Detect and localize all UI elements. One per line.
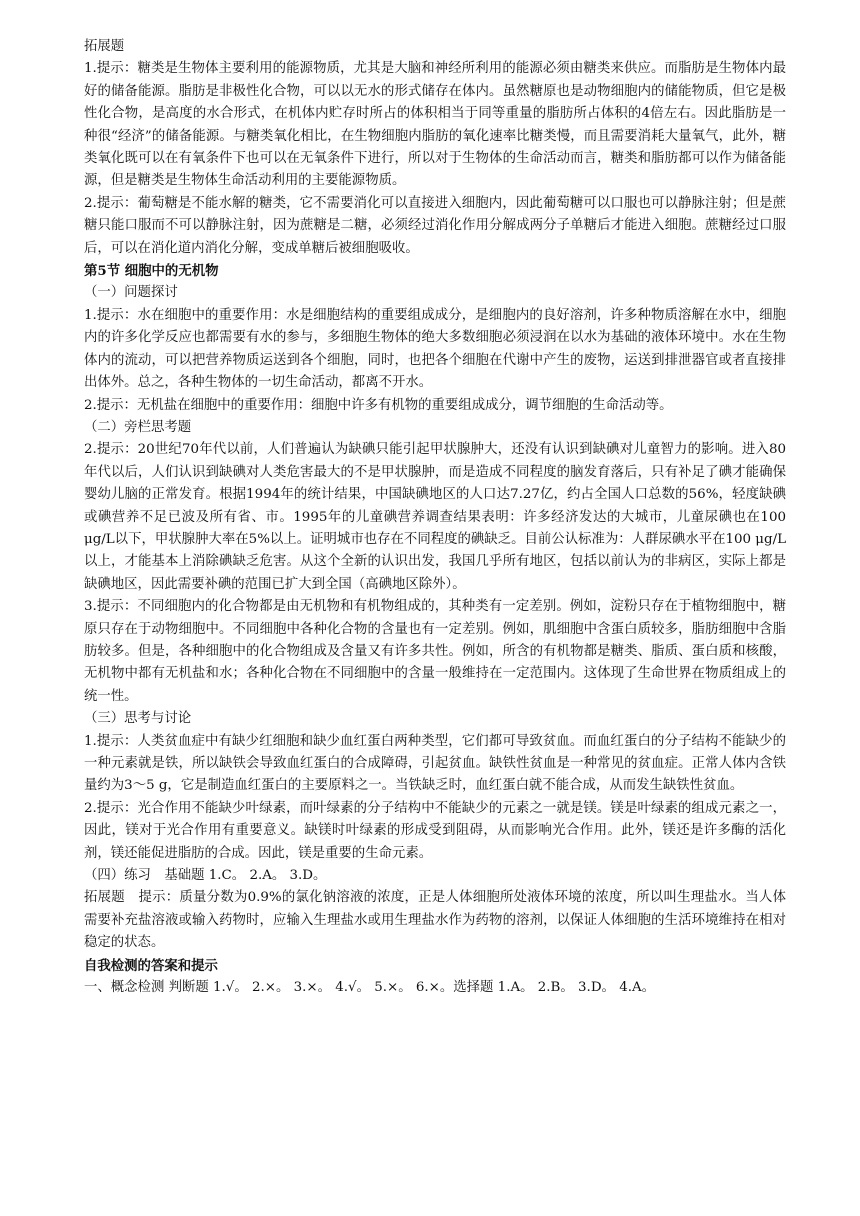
extension-heading: 拓展题 <box>84 39 125 54</box>
sidebar-answer-2: 2.提示：20世纪70年代以前，人们普遍认为缺碘只能引起甲状腺肿大，还没有认识到缺碘对儿童智力的影响。进入80年代以后，人们认识到缺碘对人类危害最大的不是甲状腺肿，而是造成不同程度的脑发育落后，只有补足了碘才能确保婴幼儿脑的正常发育。根据1994年的统计结果，中国缺碘地区的人口达7.27亿，约占全国人口总数的56%，轻度缺碘或碘营养不足已波及所有省、市。1995年的儿童碘营养调查结果表明：许多经济发达的大城市，儿童尿碘也在100 μg/L以下，甲状腺肿大率在5%以上。证明城市也存在不同程度的碘缺乏。目前公认标准为：人群尿碘水平在100 μg/L以上，才能基本上消除碘缺乏危害。从这个全新的认识出发，我国几乎所有地区，包括以前认为的非病区，实际上都是缺碘地区，因此需要补碘的范围已扩大到全国（高碘地区除外）。 <box>84 442 786 592</box>
section-title: 第5节 细胞中的无机物 <box>84 263 219 280</box>
self-check-heading: 自我检测的答案和提示 <box>84 957 218 974</box>
sidebar-answer-3: 3.提示：不同细胞内的化合物都是由无机物和有机物组成的，其种类有一定差别。例如，淀粉只存在于植物细胞中，糖原只存在于动物细胞中。不同细胞中各种化合物的含量也有一定差别。例如，肌细胞中含蛋白质较多，脂肪细胞中含脂肪较多。但是，各种细胞中的化合物组成及含量又有许多共性。例如，所含的有机物都是糖类、脂质、蛋白质和核酸，无机物中都有无机盐和水；各种化合物在不同细胞中的含量一般维持在一定范围内。这体现了生命世界在物质组成上的统一性。 <box>84 599 786 704</box>
extension-answer-1: 1.提示：糖类是生物体主要利用的能源物质，尤其是大脑和神经所利用的能源必须由糖类来供应。而脂肪是生物体内最好的储备能源。脂肪是非极性化合物，可以以无水的形式储存在体内。虽然糖原也是动物细胞内的储能物质，但它是极性化合物，是高度的水合形式，在机体内贮存时所占的体积相当于同等重量的脂肪所占体积的4倍左右。因此脂肪是一种很“经济”的储备能源。与糖类氧化相比，在生物细胞内脂肪的氧化速率比糖类慢，而且需要消耗大量氧气，此外，糖类氧化既可以在有氧条件下也可以在无氧条件下进行，所以对于生物体的生命活动而言，糖类和脂肪都可以作为储备能源，但是糖类是生物体生命活动利用的主要能源物质。 <box>84 61 786 189</box>
exercise-basic-answers: （四）练习 基础题 1.C。 2.A。 3.D。 <box>84 868 327 884</box>
subheading-sidebar-questions: （二）旁栏思考题 <box>84 419 192 435</box>
think-answer-1: 1.提示：人类贫血症中有缺少红细胞和缺少血红蛋白两种类型，它们都可导致贫血。而血红蛋白的分子结构不能缺少的一种元素就是铁，所以缺铁会导致血红蛋白的合成障碍，引起贫血。缺铁性贫血是一种常见的贫血症。正常人体内含铁量约为3～5 g，它是制造血红蛋白的主要原料之一。当铁缺乏时，血红蛋白就不能合成，从而发生缺铁性贫血。 <box>84 733 786 794</box>
extension-answer-2: 2.提示：葡萄糖是不能水解的糖类，它不需要消化可以直接进入细胞内，因此葡萄糖可以口服也可以静脉注射；但是蔗糖只能口服而不可以静脉注射，因为蔗糖是二糖，必须经过消化作用分解成两分子单糖后才能进入细胞。蔗糖经过口服后，可以在消化道内消化分解，变成单糖后被细胞吸收。 <box>84 195 786 256</box>
concept-check-answers: 一、概念检测 判断题 1.√。 2.×。 3.×。 4.√。 5.×。 6.×。选择题 1.A。 2.B。 3.D。 4.A。 <box>84 980 656 996</box>
exercise-extension-answer: 拓展题 提示：质量分数为0.9%的氯化钠溶液的浓度，正是人体细胞所处液体环境的浓度，所以叫生理盐水。当人体需要补充盐溶液或输入药物时，应输入生理盐水或用生理盐水作为药物的溶剂，以保证人体细胞的生活环境维持在相对稳定的状态。 <box>84 890 786 951</box>
subheading-problem-discussion: （一）问题探讨 <box>84 285 178 301</box>
discussion-answer-2: 2.提示：无机盐在细胞中的重要作用：细胞中许多有机物的重要组成成分，调节细胞的生命活动等。 <box>84 397 673 413</box>
subheading-think-discuss: （三）思考与讨论 <box>84 711 192 727</box>
discussion-answer-1: 1.提示：水在细胞中的重要作用：水是细胞结构的重要组成成分，是细胞内的良好溶剂，许多种物质溶解在水中，细胞内的许多化学反应也都需要有水的参与，多细胞生物体的绝大多数细胞必须浸润在以水为基础的液体环境中。水在生物体内的流动，可以把营养物质运送到各个细胞，同时，也把各个细胞在代谢中产生的废物，运送到排泄器官或者直接排出体外。总之，各种生物体的一切生命活动，都离不开水。 <box>84 307 786 391</box>
think-answer-2: 2.提示：光合作用不能缺少叶绿素，而叶绿素的分子结构中不能缺少的元素之一就是镁。镁是叶绿素的组成元素之一，因此，镁对于光合作用有重要意义。缺镁时叶绿素的形成受到阻碍，从而影响光合作用。此外，镁还是许多酶的活化剂，镁还能促进脂肪的合成。因此，镁是重要的生命元素。 <box>84 800 786 861</box>
